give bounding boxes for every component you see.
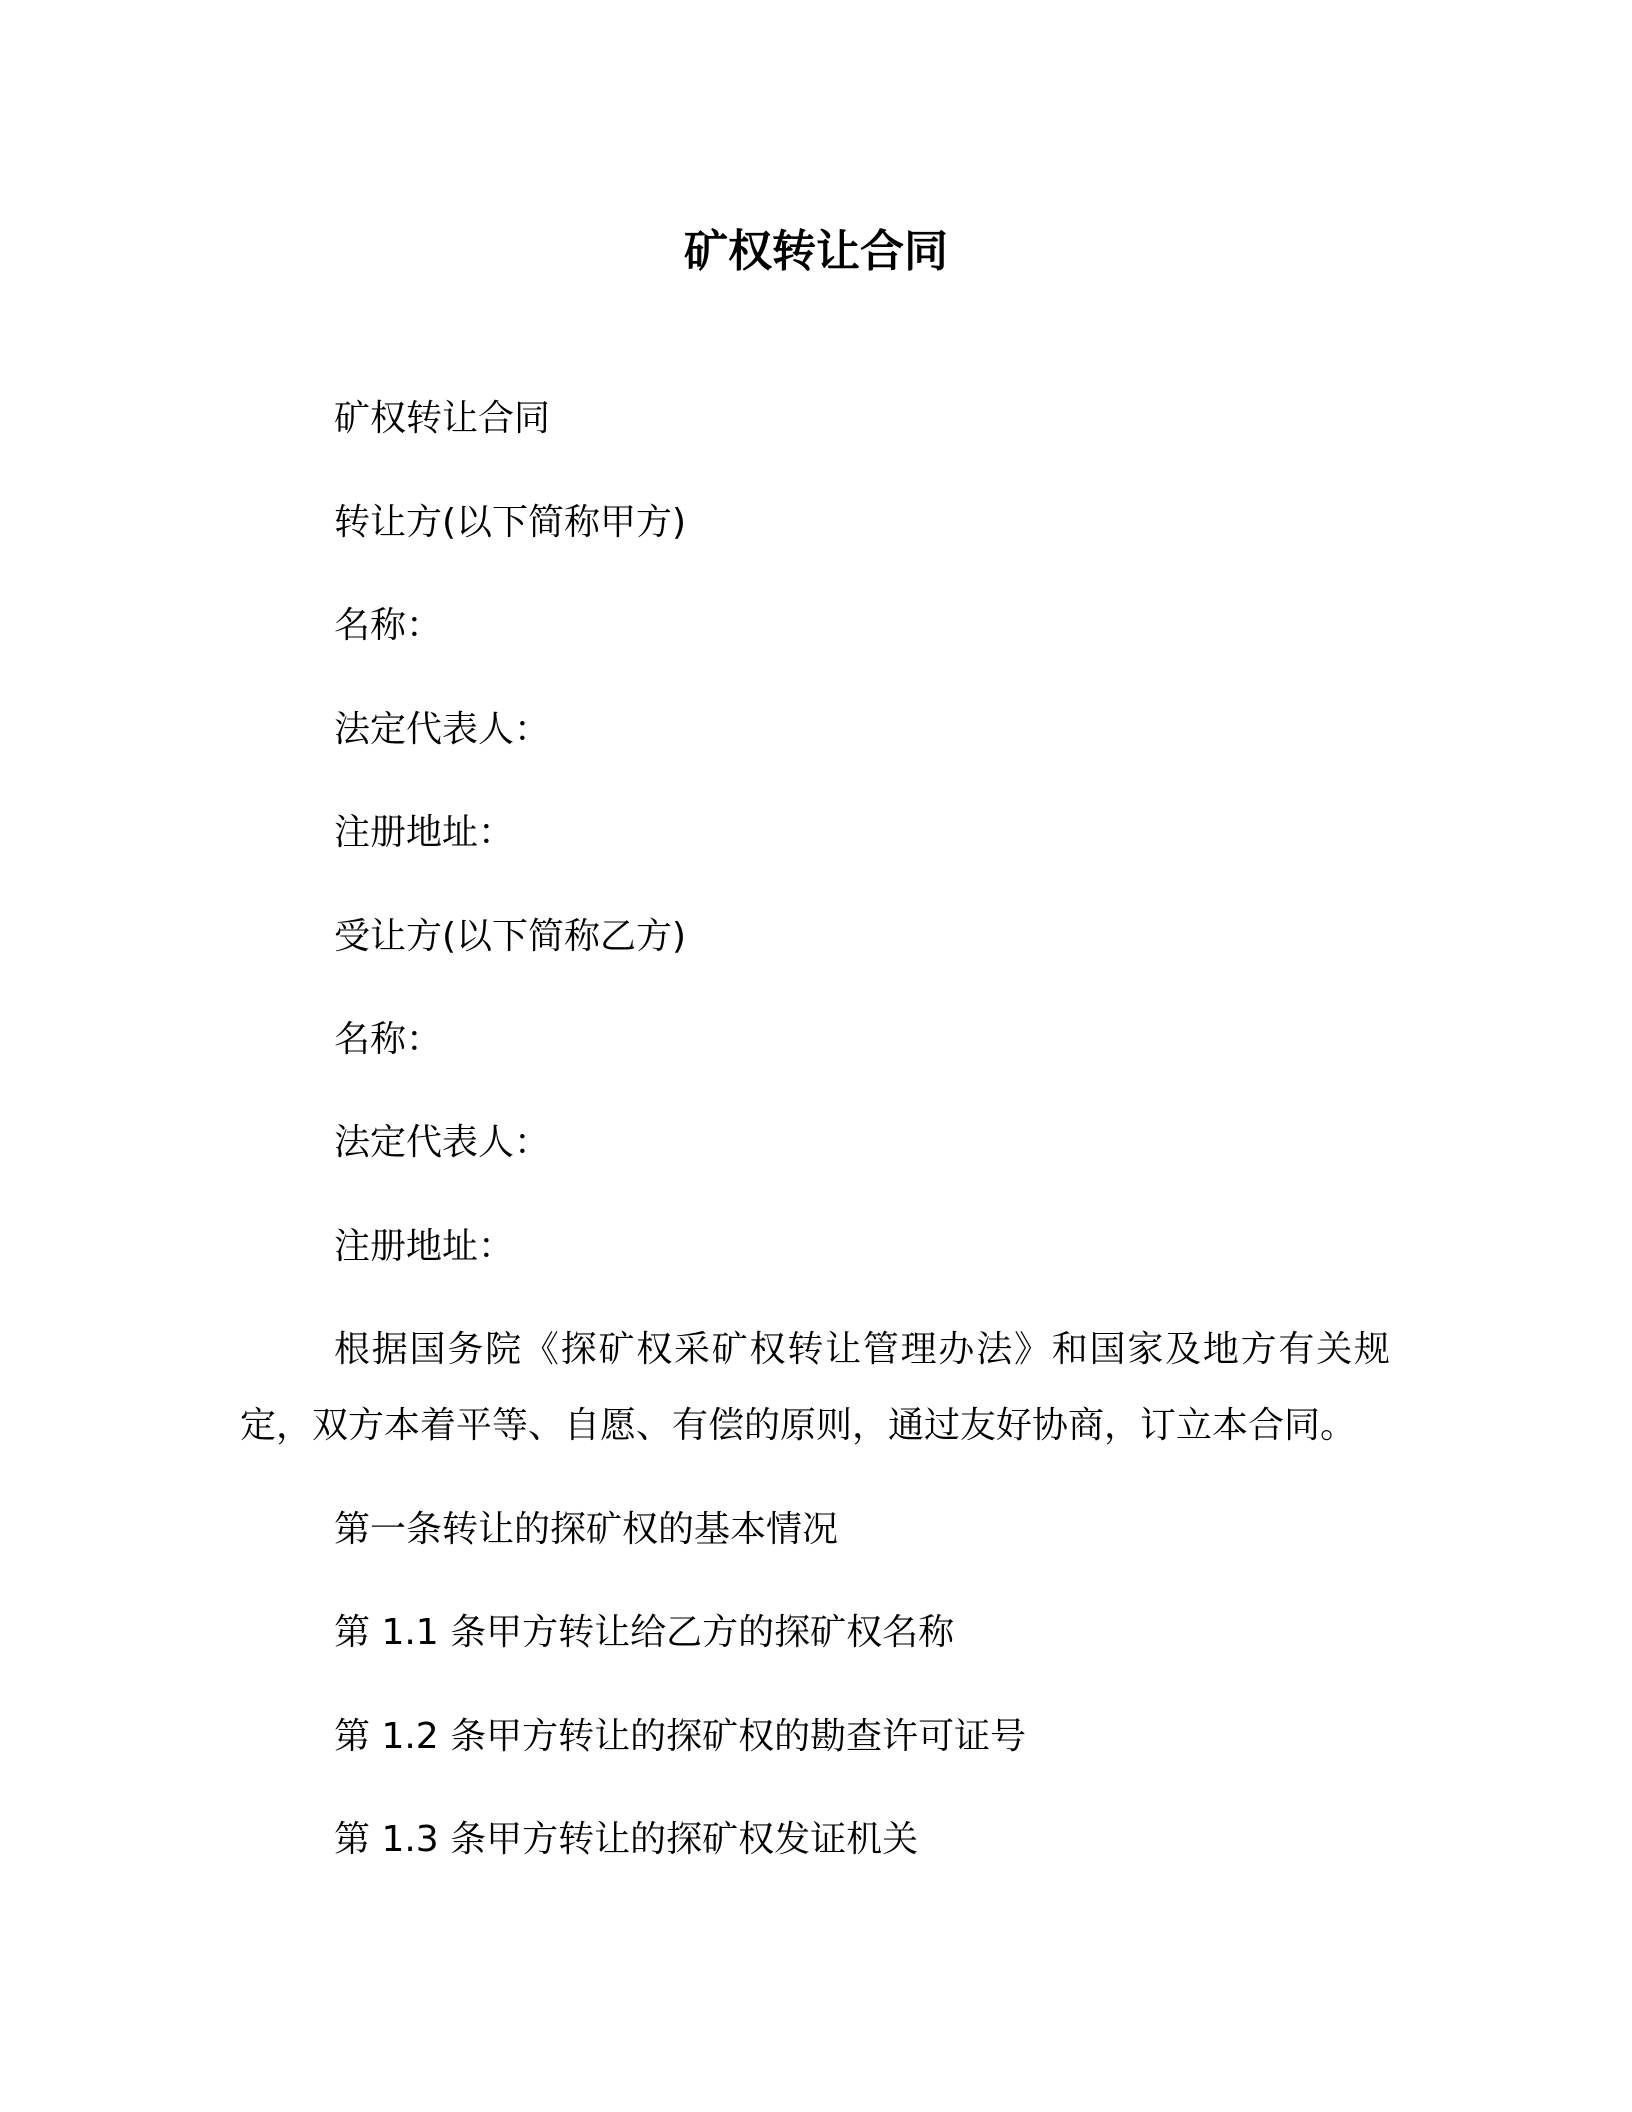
transferee-name-label: 名称：	[334, 1019, 443, 1060]
article-1-1: 第 1.1 条甲方转让给乙方的探矿权名称	[334, 1612, 955, 1653]
transferee-address-label: 注册地址：	[334, 1226, 515, 1267]
transferor-heading: 转让方(以下简称甲方)	[334, 502, 687, 543]
article-1-heading: 第一条转让的探矿权的基本情况	[334, 1509, 839, 1550]
transferee-heading: 受让方(以下简称乙方)	[334, 916, 687, 957]
contract-heading: 矿权转让合同	[334, 398, 551, 439]
transferor-name-label: 名称：	[334, 605, 443, 646]
transferee-legal-rep-label: 法定代表人：	[334, 1122, 551, 1163]
transferor-address-label: 注册地址：	[334, 812, 515, 853]
preamble-paragraph: 根据国务院《探矿权采矿权转让管理办法》和国家及地方有关规定，双方本着平等、自愿、有偿的原则，通过友好协商，订立本合同。	[240, 1329, 1390, 1446]
transferor-legal-rep-label: 法定代表人：	[334, 709, 551, 750]
article-1-2: 第 1.2 条甲方转让的探矿权的勘查许可证号	[334, 1716, 1027, 1757]
document-title: 矿权转让合同	[684, 226, 948, 277]
article-1-3: 第 1.3 条甲方转让的探矿权发证机关	[334, 1819, 919, 1860]
